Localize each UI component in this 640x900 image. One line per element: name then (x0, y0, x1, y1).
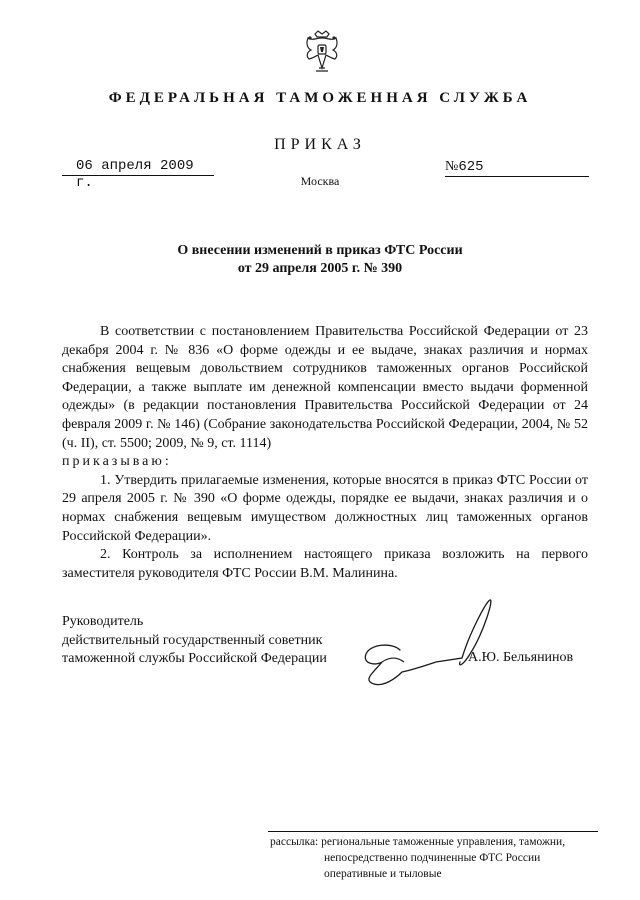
item-2-paragraph: 2. Контроль за исполнением настоящего приказа возложить на первого заместителя руководителя ФТС России В.М. Малинина. (62, 547, 588, 581)
position-line-3: таможенной службы Российской Федерации (62, 651, 327, 666)
city: Москва (300, 174, 340, 188)
title-line-2: от 29 апреля 2005 г. № 390 (237, 261, 403, 276)
item-1-paragraph: 1. Утвердить прилагаемые изменения, которые вносятся в приказ ФТС России от 29 апреля 2005 г. № 390 «О форме одежды, порядке ее выдачи, знаках различия и о нормах снабжения вещевым имуществом должностных лиц таможенных органов Российской Федерации». (62, 472, 588, 544)
title-line-1: О внесении изменений в приказ ФТС России (177, 243, 463, 258)
number-value: 625 (458, 159, 484, 175)
preamble-paragraph: В соответствии с постановлением Правительства Российской Федерации от 23 декабря 2004 г. № 836 «О форме одежды и ее выдаче, знаках различия и нормах снабжения вещевым довольствием сотрудников таможенных органов Российской Федерации, а также выплате им денежной компенсации вместо выдачи форменной одежды» (в редакции постановления Правительства Российской Федерации от 24 февраля 2009 г. № 146) (Собрание законодательства Российской Федерации, 2004, № 52 (ч. II), ст. 5500; 2009, № 9, ст. 1114) (62, 324, 588, 451)
document-title (0, 242, 640, 278)
distribution-divider (268, 831, 598, 832)
position-line-2: действительный государственный советник (62, 632, 323, 648)
order-date: 06 апреля 2009 г. (62, 158, 214, 176)
distribution-line-3: оперативные и тыловые (324, 868, 442, 880)
document-type: ПРИКАЗ (274, 136, 366, 153)
double-headed-eagle-icon (302, 28, 342, 74)
document-body (62, 323, 588, 583)
agency-name: ФЕДЕРАЛЬНАЯ ТАМОЖЕННАЯ СЛУЖБА (108, 90, 532, 106)
signatory-name: А.Ю. Бельянинов (468, 650, 574, 665)
position-line-1: Руководитель (62, 614, 144, 629)
distribution-line-2: непосредственно подчиненные ФТС России (324, 852, 541, 864)
distribution-line-1: рассылка: региональные таможенные управления, таможни, (270, 836, 566, 848)
number-prefix: № (445, 159, 459, 174)
handwritten-signature (352, 592, 497, 692)
order-word: приказываю: (62, 454, 172, 470)
distribution-list (270, 834, 600, 882)
signatory-position (62, 613, 327, 669)
